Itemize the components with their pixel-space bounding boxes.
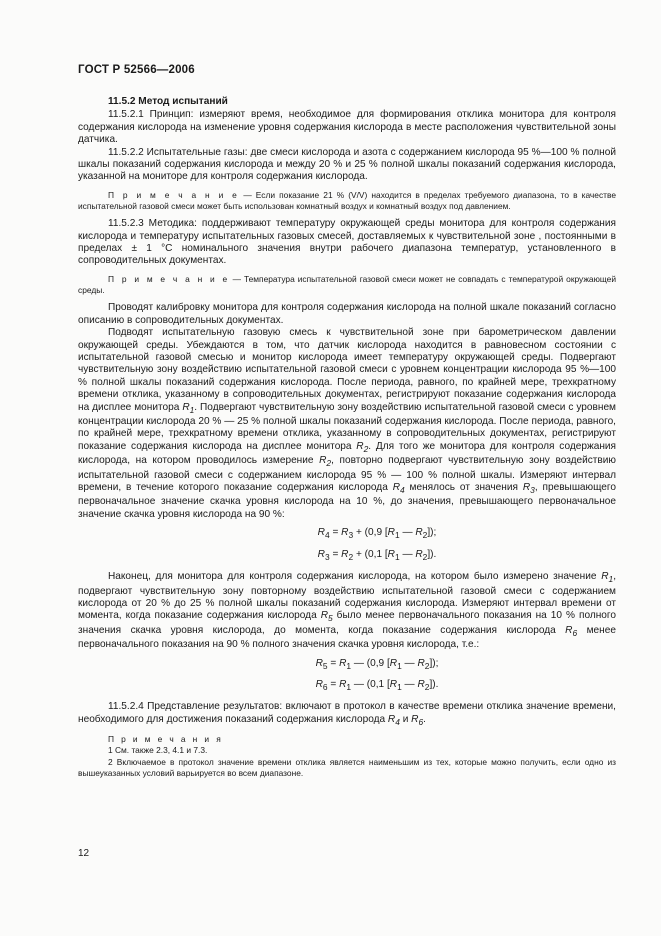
document-page xyxy=(78,64,616,778)
note-room-air xyxy=(78,190,616,212)
notes-block xyxy=(78,734,616,779)
page-number: 12 xyxy=(78,848,90,859)
symbol-r2: $R_2$ xyxy=(356,440,369,454)
text-run: менее первоначального показания на 90 % полного значения скачка уровня кислорода, т.е.: xyxy=(78,624,616,651)
formula-r5: $R_5 = R_1$ — (0,9 [$R_1$ — $R_2$]); xyxy=(315,657,439,671)
text-run: и xyxy=(399,713,412,725)
text-run: . xyxy=(423,713,426,725)
symbol-r6: $R_6$ xyxy=(565,624,578,638)
text-run: . Подвергают чувствительную зону воздействию испытательной газовой смеси с уровнем концентрации кислорода 20 % — 25 % полной шкалы показаний содержания кислорода. После периода, равного, по крайней мере, трехкратному времени отклика, указанному в сопроводительных документах, регистрируют показание содержания кислорода на дисплее монитора xyxy=(78,401,616,452)
note-item-2: 2 Включаемое в протокол значение времени отклика является наименьшим из тех, которые можно получить, если одно из вышеуказанных условий варьируется во всем диапазоне. xyxy=(78,756,616,778)
text-run: 11.5.2.4 Представление результатов: включают в протокол в качестве времени отклика значение времени, необходимого для достижения показаний содержания кислорода xyxy=(78,701,616,725)
symbol-r3: $R_3$ xyxy=(522,482,535,496)
text-run: Наконец, для монитора для контроля содержания кислорода, на котором было измерено значение xyxy=(108,571,602,583)
symbol-r6: $R_6$ xyxy=(411,713,424,727)
notes-title: П р и м е ч а н и я xyxy=(108,734,224,745)
note-label: П р и м е ч а н и е xyxy=(108,273,230,284)
paragraph-calibration: Проводят калибровку монитора для контроля содержания кислорода на полной шкале показаний согласно описанию в сопроводительных документах. xyxy=(78,302,616,326)
paragraph-results xyxy=(78,701,616,728)
text-run: было менее первоначального показания на 10 % полного значения скачка уровня кислорода, до момента, когда показание содержания кислорода xyxy=(78,610,616,636)
formula-r6: $R_6 = R_1$ — (0,1 [$R_1$ — $R_2$]). xyxy=(315,679,439,693)
note-temperature xyxy=(78,274,616,296)
note-text: — Если показание 21 % (V/V) находится в пределах требуемого диапазона, то в качестве испытательной газовой смеси может быть использован комнатный воздух и комнатный воздух под давлением. xyxy=(78,189,616,212)
text-run: менялось от значения xyxy=(404,482,523,494)
document-header: ГОСТ Р 52566—2006 xyxy=(78,64,195,76)
paragraph-principle: 11.5.2.1 Принцип: измеряют время, необходимое для формирования отклика монитора для контроля содержания кислорода на изменение уровня содержания кислорода в месте расположения чувствительной зоны датчика. xyxy=(78,109,616,146)
section-title: 11.5.2 Метод испытаний xyxy=(108,96,228,107)
paragraph-test-gases: 11.5.2.2 Испытательные газы: две смеси кислорода и азота с содержанием кислорода 95 %—100 % полной шкалы показаний содержания кислорода и между 20 % и 25 % полной шкалы показаний содержания кислорода, указанной на мониторе для контроля содержания кислорода. xyxy=(78,146,616,183)
text-run: , подвергают чувствительную зону повторному воздействию испытательной газовой смеси с содержанием кислорода от 20 % до 25 % полной шкалы показаний содержания кислорода. Измеряют интервал времени от момента, когда показание содержания кислорода xyxy=(78,571,616,622)
formula-r4: $R_4 = R_3 + (0,9$ [$R_1$ — $R_2$]); xyxy=(317,527,437,541)
text-run: . Для того же монитора для контроля содержания кислорода, на котором проводилось измерение xyxy=(78,440,616,467)
note-item-1: 1 См. также 2.3, 4.1 и 7.3. xyxy=(108,745,208,756)
document-body xyxy=(78,96,616,785)
symbol-r4: $R_4$ xyxy=(387,713,400,727)
symbol-r1: $R_1$ xyxy=(601,571,614,585)
note-text: — Температура испытательной газовой смеси может не совпадать с температурой окружающей среды. xyxy=(78,273,616,296)
formula-r3: $R_3 = R_2 + (0,1$ [$R_1$ — $R_2$]). xyxy=(317,548,437,562)
paragraph-procedure: 11.5.2.3 Методика: поддерживают температуру окружающей среды монитора для контроля содержания кислорода и температуру испытательных газовых смесей, доставляемых к чувствительной зоне , постоянными в пределах ± 1 °С номинального значения внутри рабочего диапазона температур, установленного в сопроводительных документах. xyxy=(78,218,616,267)
paragraph-final-measurement xyxy=(78,571,616,651)
symbol-r1: $R_1$ xyxy=(182,401,195,415)
symbol-r4: $R_4$ xyxy=(392,482,405,496)
text-run: Подводят испытательную газовую смесь к чувствительной зоне при барометрическом давлении окружающей среды. Убеждаются в том, что датчик кислорода находится в равновесном состоянии с испытательной газовой смесью и монитор кислорода имеет температуру окружающей среды. Подвергают чувствительную зону воздействию испытательной газовой смеси с уровнем концентрации кислорода 95 %—100 % полной шкалы показаний содержания кислорода. После периода, равного, по крайней мере, трехкратному времени отклика, указанному в сопроводительных документах, регистрируют показание содержания кислорода на дисплее монитора xyxy=(78,327,616,413)
note-label: П р и м е ч а н и е xyxy=(108,189,240,200)
text-run: , повторно подвергают чувствительную зону воздействию испытательной газовой смеси с содержанием кислорода 95 % — 100 % полной шкалы. Измеряют интервал времени, в течение которого показание содержания кислорода xyxy=(78,455,616,494)
text-run: , превышающего первоначальное значение скачка уровня кислорода на 10 %, до значения, превышающего первоначальное значение скачка уровня кислорода на 90 %: xyxy=(78,482,616,520)
symbol-r2: $R_2$ xyxy=(319,455,332,469)
symbol-r5: $R_5$ xyxy=(320,610,333,624)
paragraph-measurement xyxy=(78,327,616,521)
